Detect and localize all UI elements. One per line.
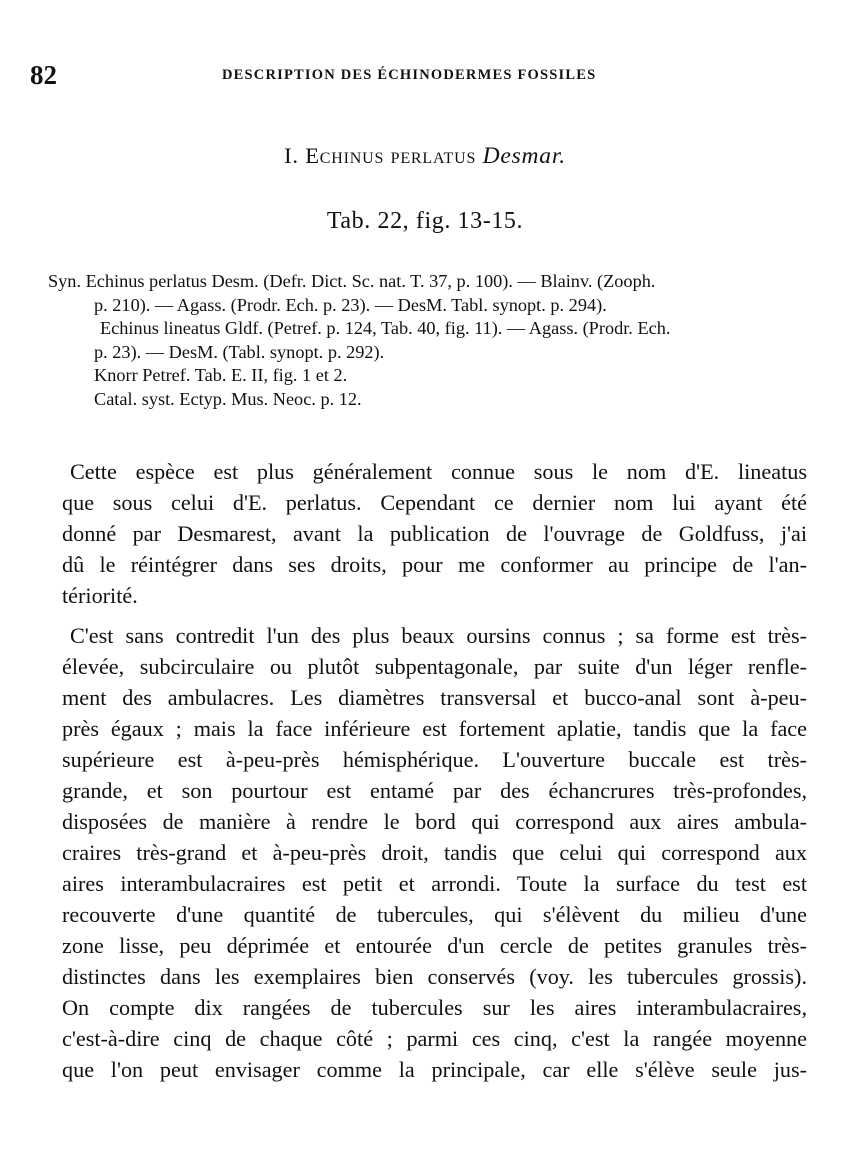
text-line: tériorité. (62, 583, 138, 608)
plate-reference: Tab. 22, fig. 13-15. (326, 208, 524, 234)
text-line: craires très-grand et à-peu-près droit, tandis que celui qui correspond aux (62, 840, 807, 865)
synonymy-line: Knorr Petref. Tab. E. II, fig. 1 et 2. (94, 365, 348, 385)
text-line: grande, et son pourtour est entamé par des échancrures très-profondes, (62, 778, 807, 803)
running-title: DESCRIPTION DES ÉCHINODERMES FOSSILES (222, 67, 597, 83)
text-line: donné par Desmarest, avant la publication de l'ouvrage de Goldfuss, j'ai (62, 521, 807, 546)
paragraph (62, 456, 807, 611)
paragraph (62, 620, 807, 1085)
synonymy-line: Echinus lineatus Gldf. (Petref. p. 124, Tab. 40, fig. 11). — Agass. (Prodr. Ech. (100, 318, 671, 338)
text-line: On compte dix rangées de tubercules sur les aires interambulacraires, (62, 995, 807, 1020)
text-line: Cette espèce est plus généralement connue sous le nom d'E. lineatus (70, 459, 807, 484)
text-line: distinctes dans les exemplaires bien conservés (voy. les tubercules grossis). (62, 964, 807, 989)
text-line: dû le réintégrer dans ses droits, pour me conformer au principe de l'an- (62, 552, 807, 577)
text-line: ment des ambulacres. Les diamètres transversal et bucco-anal sont à-peu- (62, 685, 807, 710)
text-line: zone lisse, peu déprimée et entourée d'un cercle de petites granules très- (62, 933, 807, 958)
synonymy-line: p. 210). — Agass. (Prodr. Ech. p. 23). — DesM. Tabl. synopt. p. 294). (94, 294, 607, 315)
running-head (30, 60, 820, 90)
synonymy-line: p. 23). — DesM. (Tabl. synopt. p. 292). (94, 341, 385, 362)
text-line: que l'on peut envisager comme la principale, car elle s'élève seule jus- (62, 1057, 807, 1082)
species-heading (0, 143, 850, 170)
species-numeral: I. (284, 143, 299, 168)
synonymy-block (48, 270, 828, 411)
text-line: aires interambulacraires est petit et arrondi. Toute la surface du test est (62, 871, 807, 896)
text-line: près égaux ; mais la face inférieure est fortement aplatie, tandis que la face (62, 716, 807, 741)
text-line: que sous celui d'E. perlatus. Cependant ce dernier nom lui ayant été (62, 490, 807, 515)
page-number: 82 (30, 60, 57, 90)
text-line: élevée, subcirculaire ou plutôt subpentagonale, par suite d'un léger renfle- (62, 654, 807, 679)
text-line: supérieure est à-peu-près hémisphérique. L'ouverture buccale est très- (62, 747, 807, 772)
text-line: C'est sans contredit l'un des plus beaux oursins connus ; sa forme est très- (70, 623, 807, 648)
synonymy-line: Catal. syst. Ectyp. Mus. Neoc. p. 12. (94, 388, 362, 409)
species-epithet: perlatus (390, 143, 477, 168)
text-line: disposées de manière à rendre le bord qui correspond aux aires ambula- (62, 809, 807, 834)
synonymy-line: Syn. Echinus perlatus Desm. (Defr. Dict. Sc. nat. T. 37, p. 100). — Blainv. (Zooph. (48, 271, 656, 291)
text-line: recouverte d'une quantité de tubercules, qui s'élèvent du milieu d'une (62, 902, 807, 927)
body-text (62, 456, 807, 1085)
species-author: Desmar. (482, 143, 566, 169)
text-line: c'est-à-dire cinq de chaque côté ; parmi ces cinq, c'est la rangée moyenne (62, 1026, 807, 1051)
paragraph-gap (62, 611, 807, 620)
species-genus: Echinus (305, 143, 385, 168)
